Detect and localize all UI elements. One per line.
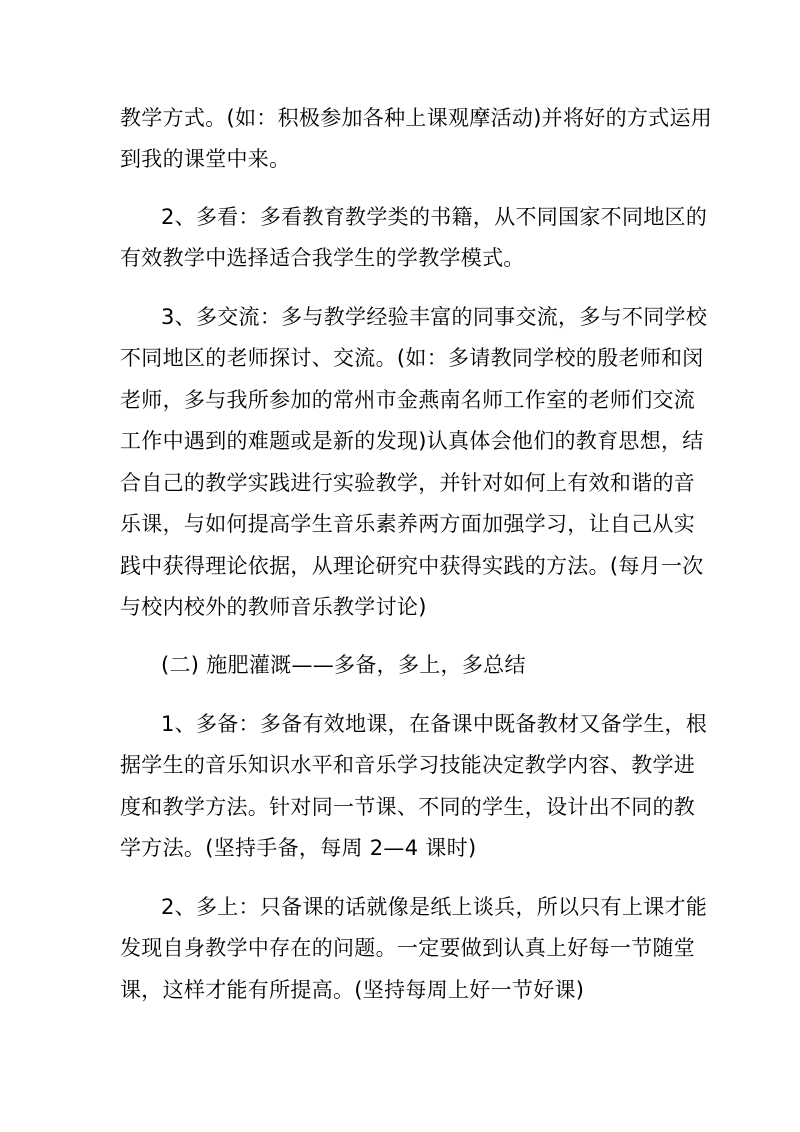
text-line: 不同地区的老师探讨、交流。(如：多请教同学校的殷老师和闵	[120, 346, 704, 370]
text-line: 践中获得理论依据，从理论研究中获得实践的方法。(每月一次	[120, 554, 704, 578]
text-line: 合自己的教学实践进行实验教学，并针对如何上有效和谐的音	[120, 471, 696, 495]
text-line: 2、多看：多看教育教学类的书籍，从不同国家不同地区的	[161, 205, 708, 229]
text-line: 乐课，与如何提高学生音乐素养两方面加强学习，让自己从实	[120, 512, 696, 536]
text-line: 课，这样才能有所提高。(坚持每周上好一节好课)	[120, 978, 585, 1002]
text-line: 据学生的音乐知识水平和音乐学习技能决定教学内容、教学进	[120, 753, 696, 777]
text-line: 老师，多与我所参加的常州市金燕南名师工作室的老师们交流	[120, 388, 696, 412]
section-heading: (二) 施肥灌溉——多备，多上，多总结	[161, 653, 526, 677]
text-line: 2、多上：只备课的话就像是纸上谈兵，所以只有上课才能	[161, 895, 708, 919]
text-line: 与校内校外的教师音乐教学讨论)	[120, 595, 427, 619]
text-line: 教学方式。(如：积极参加各种上课观摩活动)并将好的方式运用	[120, 106, 713, 130]
text-line: 工作中遇到的难题或是新的发现)认真体会他们的教育思想，结	[120, 429, 704, 453]
text-line: 有效教学中选择适合我学生的学教学模式。	[120, 246, 525, 270]
text-line: 度和教学方法。针对同一节课、不同的学生，设计出不同的教	[120, 795, 696, 819]
text-line: 学方法。(坚持手备，每周 2—4 课时)	[120, 836, 477, 860]
text-line: 发现自身教学中存在的问题。一定要做到认真上好每一节随堂	[120, 936, 696, 960]
text-line: 3、多交流：多与教学经验丰富的同事交流，多与不同学校	[161, 305, 708, 329]
text-line: 1、多备：多备有效地课，在备课中既备教材又备学生，根	[161, 712, 708, 736]
text-line: 到我的课堂中来。	[120, 147, 291, 171]
